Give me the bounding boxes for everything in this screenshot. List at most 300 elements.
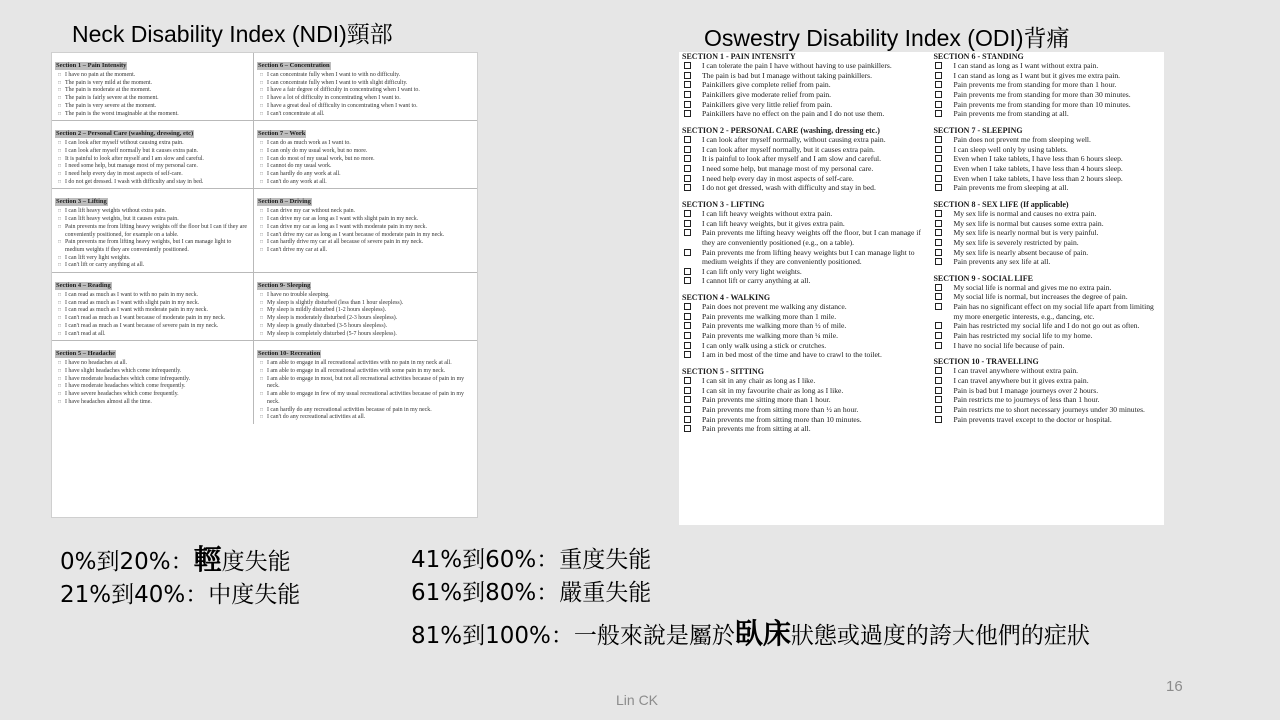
ndi-questionnaire-image xyxy=(51,52,478,518)
page-number: 16 xyxy=(1166,678,1183,695)
ndi-item: □ I have no pain at the moment. xyxy=(55,72,251,80)
odi-item xyxy=(933,302,1164,321)
odi-questionnaire-image xyxy=(679,52,1164,525)
checkbox-icon[interactable] xyxy=(935,91,942,98)
odi-item-text: My social life is normal, but increases the degree of pain. xyxy=(953,292,1128,302)
odi-item-text: I do not get dressed, wash with difficulty and stay in bed. xyxy=(702,183,876,193)
ndi-item: □ My sleep is slightly disturbed (less than 1 hour sleepless). xyxy=(257,300,475,308)
checkbox-icon[interactable] xyxy=(935,258,942,265)
ndi-item: □ I am able to engage in all recreational activities with no pain in my neck at all. xyxy=(257,360,475,368)
odi-item-text: Pain prevents me from sitting at all. xyxy=(702,424,811,434)
ndi-item: □ Pain prevents me from lifting heavy weights, but I can manage light to medium weights if they are conveniently positioned. xyxy=(55,239,251,254)
odi-section xyxy=(933,274,1164,351)
odi-item-text: Pain prevents me walking more than 1 mile. xyxy=(702,311,837,321)
odi-item-text: Pain prevents me sitting more than 1 hour. xyxy=(702,395,831,405)
odi-item xyxy=(682,228,933,247)
odi-item xyxy=(682,341,933,351)
checkbox-icon[interactable] xyxy=(935,155,942,162)
odi-item xyxy=(933,61,1164,71)
ndi-item: □ I can concentrate fully when I want to with no difficulty. xyxy=(257,72,475,80)
checkbox-icon[interactable] xyxy=(935,293,942,300)
odi-item-text: Even when I take tablets, I have less than 2 hours sleep. xyxy=(953,173,1123,183)
checkbox-icon[interactable] xyxy=(935,377,942,384)
checkbox-icon[interactable] xyxy=(935,72,942,79)
odi-item-text: Pain prevents me walking more than ½ of mile. xyxy=(702,321,847,331)
odi-item xyxy=(682,386,933,396)
ndi-item: □ The pain is very severe at the moment. xyxy=(55,103,251,111)
checkbox-icon[interactable] xyxy=(935,284,942,291)
odi-item xyxy=(682,100,933,110)
ndi-section xyxy=(253,341,477,424)
odi-section-title: SECTION 5 - SITTING xyxy=(682,367,765,377)
odi-item-text: Pain prevents me from standing for more than 30 minutes. xyxy=(953,89,1131,99)
checkbox-icon[interactable] xyxy=(684,268,691,275)
checkbox-icon[interactable] xyxy=(684,81,691,88)
ndi-item: □ I am able to engage in most, but not all recreational activities because of pain in my neck. xyxy=(257,376,475,391)
ndi-item: □ I can look after myself without causing extra pain. xyxy=(55,140,251,148)
odi-item-text: Pain does not prevent me walking any distance. xyxy=(702,302,847,312)
odi-item xyxy=(933,174,1164,184)
checkbox-icon[interactable] xyxy=(684,396,691,403)
odi-item xyxy=(682,145,933,155)
ndi-section xyxy=(253,189,477,273)
checkbox-icon[interactable] xyxy=(684,110,691,117)
ndi-item: □ I can concentrate fully when I want to with slight difficulty. xyxy=(257,80,475,88)
ndi-item: □ I am able to engage in few of my usual recreational activities because of pain in my neck. xyxy=(257,391,475,406)
checkbox-icon[interactable] xyxy=(684,229,691,236)
odi-item xyxy=(682,109,933,119)
odi-item xyxy=(682,183,933,193)
odi-item-text: Pain prevents me from standing for more than 1 hour. xyxy=(953,80,1117,90)
odi-item-text: I can look after myself normally, but it causes extra pain. xyxy=(702,144,875,154)
odi-item xyxy=(682,71,933,81)
odi-item xyxy=(933,145,1164,155)
scale-very-severe: 61%到80%：嚴重失能 xyxy=(411,580,652,606)
ndi-section-title: Section 10- Recreation xyxy=(258,350,321,358)
ndi-item: □ I am able to engage in all recreational activities with some pain in my neck. xyxy=(257,368,475,376)
checkbox-icon[interactable] xyxy=(684,220,691,227)
odi-item-text: Pain has no significant effect on my social life apart from limiting my more energetic interests, e.g., dancing, etc. xyxy=(953,302,1154,321)
checkbox-icon[interactable] xyxy=(684,303,691,310)
odi-item-text: Even when I take tablets, I have less than 6 hours sleep. xyxy=(953,154,1123,164)
scale-mild-bold: 輕 xyxy=(193,543,222,576)
odi-section-title: SECTION 7 - SLEEPING xyxy=(933,125,1023,135)
ndi-item: □ I can lift heavy weights without extra pain. xyxy=(55,208,251,216)
checkbox-icon[interactable] xyxy=(935,101,942,108)
odi-item xyxy=(933,135,1164,145)
ndi-item: □ I can't lift or carry anything at all. xyxy=(55,262,251,270)
checkbox-icon[interactable] xyxy=(684,377,691,384)
ndi-section xyxy=(52,341,253,424)
odi-item-text: Pain restricts me to short necessary journeys under 30 minutes. xyxy=(953,405,1145,415)
checkbox-icon[interactable] xyxy=(935,110,942,117)
odi-item-text: Pain has restricted my social life to my home. xyxy=(953,331,1093,341)
odi-item xyxy=(682,395,933,405)
ndi-item: □ I can't do any recreational activities at all. xyxy=(257,414,475,422)
odi-section-title: SECTION 2 - PERSONAL CARE (washing, dressing etc.) xyxy=(682,125,880,135)
odi-item xyxy=(933,366,1164,376)
odi-right-column xyxy=(933,52,1164,441)
ndi-section-title: Section 1 – Pain Intensity xyxy=(56,62,127,69)
checkbox-icon[interactable] xyxy=(684,406,691,413)
odi-item-text: Pain prevents me from sitting more than 10 minutes. xyxy=(702,414,862,424)
ndi-item: □ The pain is the worst imaginable at the moment. xyxy=(55,111,251,119)
odi-item xyxy=(933,109,1164,119)
ndi-item: □ I can't concentrate at all. xyxy=(257,111,475,119)
odi-item-text: I can travel anywhere but it gives extra pain. xyxy=(953,376,1089,386)
odi-section-title: SECTION 6 - STANDING xyxy=(933,52,1024,61)
checkbox-icon[interactable] xyxy=(684,184,691,191)
ndi-item: □ I can drive my car as long as I want with slight pain in my neck. xyxy=(257,216,475,224)
ndi-section-title: Section 9- Sleeping xyxy=(258,282,311,290)
odi-item xyxy=(682,209,933,219)
odi-item-text: I can sleep well only by using tablets. xyxy=(953,144,1068,154)
ndi-section xyxy=(253,121,477,189)
scale-bedbound-post: 狀態或過度的誇大他們的症狀 xyxy=(790,623,1090,649)
ndi-section-title: Section 5 – Headache xyxy=(56,350,116,358)
ndi-item: □ I can read as much as I want with slight pain in my neck. xyxy=(55,300,251,308)
odi-section-title: SECTION 3 - LIFTING xyxy=(682,199,765,209)
ndi-item: □ I can lift very light weights. xyxy=(55,255,251,263)
checkbox-icon[interactable] xyxy=(684,101,691,108)
checkbox-icon[interactable] xyxy=(935,387,942,394)
ndi-section-title: Section 7 – Work xyxy=(258,130,306,138)
ndi-item: □ I cannot do my usual work. xyxy=(257,163,475,171)
odi-item-text: I have no social life because of pain. xyxy=(953,340,1065,350)
odi-item-text: Painkillers have no effect on the pain and I do not use them. xyxy=(702,109,885,119)
checkbox-icon[interactable] xyxy=(935,303,942,310)
checkbox-icon[interactable] xyxy=(935,229,942,236)
ndi-item: □ I can't read at all. xyxy=(55,331,251,339)
odi-section xyxy=(682,52,933,119)
ndi-grid xyxy=(52,53,477,424)
odi-item xyxy=(933,80,1164,90)
odi-item-text: Pain prevents me from standing at all. xyxy=(953,109,1069,119)
ndi-item: □ I can lift heavy weights, but it causes extra pain. xyxy=(55,216,251,224)
odi-item-text: I need help every day in most aspects of self-care. xyxy=(702,173,854,183)
ndi-item: □ I can hardly do any work at all. xyxy=(257,171,475,179)
odi-item-text: My sex life is nearly absent because of pain. xyxy=(953,247,1089,257)
odi-item-text: I can tolerate the pain I have without having to use painkillers. xyxy=(702,61,892,70)
odi-section-title: SECTION 9 - SOCIAL LIFE xyxy=(933,273,1034,283)
odi-item xyxy=(933,209,1164,219)
scale-bedbound xyxy=(411,612,1090,652)
footer-author: Lin CK xyxy=(616,692,659,708)
checkbox-icon[interactable] xyxy=(935,81,942,88)
checkbox-icon[interactable] xyxy=(935,165,942,172)
ndi-item: □ My sleep is moderately disturbed (2-3 hours sleepless). xyxy=(257,315,475,323)
odi-item xyxy=(682,312,933,322)
odi-item xyxy=(682,219,933,229)
ndi-item: □ I can't do any work at all. xyxy=(257,179,475,187)
odi-item xyxy=(682,331,933,341)
ndi-section xyxy=(52,189,253,273)
odi-item xyxy=(682,302,933,312)
odi-item-text: I can look after myself normally, without causing extra pain. xyxy=(702,134,886,144)
odi-item xyxy=(682,61,933,71)
odi-item xyxy=(933,321,1164,331)
checkbox-icon[interactable] xyxy=(935,136,942,143)
checkbox-icon[interactable] xyxy=(684,387,691,394)
odi-item-text: It is painful to look after myself and I am slow and careful. xyxy=(702,154,882,164)
checkbox-icon[interactable] xyxy=(684,146,691,153)
ndi-item: □ I can drive my car without neck pain. xyxy=(257,208,475,216)
odi-item-text: I can sit in any chair as long as I like. xyxy=(702,376,816,386)
odi-item xyxy=(682,276,933,286)
odi-item xyxy=(682,248,933,267)
ndi-section-title: Section 6 – Concentration xyxy=(258,62,330,69)
ndi-item: □ I have moderate headaches which come infrequently. xyxy=(55,376,251,384)
checkbox-icon[interactable] xyxy=(684,416,691,423)
ndi-item: □ I need some help, but manage most of my personal care. xyxy=(55,163,251,171)
ndi-item: □ I have a great deal of difficulty in concentrating when I want to. xyxy=(257,103,475,111)
odi-item-text: Pain does not prevent me from sleeping well. xyxy=(953,134,1091,144)
odi-item-text: Pain restricts me to journeys of less than 1 hour. xyxy=(953,395,1100,405)
odi-item xyxy=(933,71,1164,81)
checkbox-icon[interactable] xyxy=(935,332,942,339)
checkbox-icon[interactable] xyxy=(684,351,691,358)
odi-item-text: I can stand as long as I want but it gives me extra pain. xyxy=(953,70,1121,80)
odi-item xyxy=(933,376,1164,386)
ndi-item: □ I can't read as much as I want because of severe pain in my neck. xyxy=(55,323,251,331)
ndi-section-title: Section 2 – Personal Care (washing, dressing, etc) xyxy=(56,130,194,138)
ndi-item: □ My sleep is greatly disturbed (3-5 hours sleepless). xyxy=(257,323,475,331)
odi-item xyxy=(933,341,1164,351)
ndi-item: □ I have severe headaches which come frequently. xyxy=(55,391,251,399)
odi-section xyxy=(682,200,933,286)
odi-item xyxy=(933,292,1164,302)
odi-item xyxy=(682,164,933,174)
ndi-item: □ I can only do my usual work, but no more. xyxy=(257,148,475,156)
odi-section xyxy=(933,52,1164,119)
checkbox-icon[interactable] xyxy=(935,396,942,403)
ndi-item: □ It is painful to look after myself and I am slow and careful. xyxy=(55,156,251,164)
scale-mild-range: 0%到20%： xyxy=(60,549,194,575)
odi-item xyxy=(933,164,1164,174)
ndi-section xyxy=(52,121,253,189)
odi-item-text: Pain prevents me walking more than ¼ mile. xyxy=(702,331,839,341)
ndi-item: □ I can't read as much as I want because of moderate pain in my neck. xyxy=(55,315,251,323)
checkbox-icon[interactable] xyxy=(935,406,942,413)
odi-item-text: Pain has restricted my social life and I do not go out as often. xyxy=(953,321,1140,331)
odi-item xyxy=(933,386,1164,396)
odi-item-text: Painkillers give complete relief from pain. xyxy=(702,80,831,90)
odi-item xyxy=(933,154,1164,164)
odi-item xyxy=(682,376,933,386)
odi-item-text: Painkillers give very little relief from pain. xyxy=(702,99,833,109)
checkbox-icon[interactable] xyxy=(684,72,691,79)
odi-section-title: SECTION 8 - SEX LIFE (If applicable) xyxy=(933,199,1069,209)
scale-moderate: 21%到40%：中度失能 xyxy=(60,582,301,608)
checkbox-icon[interactable] xyxy=(684,277,691,284)
checkbox-icon[interactable] xyxy=(935,175,942,182)
odi-item xyxy=(933,219,1164,229)
odi-left-column xyxy=(682,52,933,441)
checkbox-icon[interactable] xyxy=(935,322,942,329)
ndi-item: □ I can't drive my car as long as I want because of moderate pain in my neck. xyxy=(257,232,475,240)
ndi-item: □ I can read as much as I want to with no pain in my neck. xyxy=(55,292,251,300)
ndi-title: Neck Disability Index (NDI)頸部 xyxy=(72,21,393,47)
checkbox-icon[interactable] xyxy=(935,249,942,256)
odi-item-text: My sex life is nearly normal but is very painful. xyxy=(953,228,1099,238)
odi-section xyxy=(933,357,1164,424)
ndi-section-title: Section 8 – Driving xyxy=(258,198,311,206)
odi-item xyxy=(682,267,933,277)
ndi-item: □ I can drive my car as long as I want with moderate pain in my neck. xyxy=(257,224,475,232)
ndi-item: □ I need help every day in most aspects of self-care. xyxy=(55,171,251,179)
odi-section xyxy=(933,200,1164,267)
odi-item-text: Pain is bad but I manage journeys over 2 hours. xyxy=(953,385,1099,395)
ndi-item: □ I can read as much as I want with moderate pain in my neck. xyxy=(55,307,251,315)
odi-section xyxy=(682,293,933,360)
odi-item-text: My sex life is severely restricted by pain. xyxy=(953,237,1079,247)
ndi-item: □ I have a lot of difficulty in concentrating when I want to. xyxy=(257,95,475,103)
odi-item xyxy=(682,135,933,145)
ndi-item: □ The pain is moderate at the moment. xyxy=(55,87,251,95)
checkbox-icon[interactable] xyxy=(684,62,691,69)
odi-item xyxy=(682,321,933,331)
odi-item xyxy=(682,80,933,90)
ndi-item: □ I have headaches almost all the time. xyxy=(55,399,251,407)
odi-item-text: Pain prevents me from sleeping at all. xyxy=(953,183,1069,193)
ndi-item: □ I have slight headaches which come infrequently. xyxy=(55,368,251,376)
odi-item xyxy=(933,238,1164,248)
ndi-item: □ I can hardly do any recreational activities because of pain in my neck. xyxy=(257,407,475,415)
odi-item xyxy=(933,248,1164,258)
ndi-item: □ I have no headaches at all. xyxy=(55,360,251,368)
odi-item-text: I cannot lift or carry anything at all. xyxy=(702,276,811,286)
odi-item xyxy=(933,331,1164,341)
ndi-section xyxy=(52,273,253,341)
scale-bedbound-pre: 81%到100%：一般來說是屬於 xyxy=(411,623,735,649)
odi-item xyxy=(933,228,1164,238)
checkbox-icon[interactable] xyxy=(684,332,691,339)
scale-bedbound-bold: 臥床 xyxy=(734,617,791,650)
odi-item-text: I can lift only very light weights. xyxy=(702,266,802,276)
ndi-item: □ I can't drive my car at all. xyxy=(257,247,475,255)
odi-item xyxy=(682,174,933,184)
scale-severe: 41%到60%：重度失能 xyxy=(411,547,652,573)
ndi-item: □ The pain is fairly severe at the moment. xyxy=(55,95,251,103)
checkbox-icon[interactable] xyxy=(935,210,942,217)
odi-item-text: Painkillers give moderate relief from pain. xyxy=(702,89,832,99)
odi-item-text: I can only walk using a stick or crutches. xyxy=(702,340,827,350)
checkbox-icon[interactable] xyxy=(935,220,942,227)
odi-item xyxy=(933,283,1164,293)
odi-section xyxy=(933,126,1164,193)
odi-item xyxy=(933,415,1164,425)
odi-item-text: Pain prevents me from lifting heavy weights but I can manage light to medium weights if they are conveniently positioned. xyxy=(702,247,915,267)
odi-item-text: I can travel anywhere without extra pain. xyxy=(953,366,1079,376)
ndi-item: □ I can look after myself normally but it causes extra pain. xyxy=(55,148,251,156)
odi-item-text: Pain prevents me from sitting more than ½ an hour. xyxy=(702,405,859,415)
odi-item xyxy=(682,154,933,164)
checkbox-icon[interactable] xyxy=(684,342,691,349)
odi-item-text: I can lift heavy weights without extra pain. xyxy=(702,208,833,218)
ndi-item: □ I can do as much work as I want to. xyxy=(257,140,475,148)
checkbox-icon[interactable] xyxy=(684,425,691,432)
odi-item xyxy=(933,100,1164,110)
odi-item xyxy=(682,350,933,360)
checkbox-icon[interactable] xyxy=(684,210,691,217)
odi-section xyxy=(682,367,933,434)
ndi-item: □ I do not get dressed. I wash with difficulty and stay in bed. xyxy=(55,179,251,187)
checkbox-icon[interactable] xyxy=(935,367,942,374)
ndi-section xyxy=(52,53,253,121)
odi-item-text: Pain prevents travel except to the doctor or hospital. xyxy=(953,414,1112,424)
odi-item-text: Pain prevents me from standing for more than 10 minutes. xyxy=(953,99,1131,109)
ndi-item: □ I can hardly drive my car at all because of severe pain in my neck. xyxy=(257,239,475,247)
checkbox-icon[interactable] xyxy=(935,184,942,191)
odi-item-text: I am in bed most of the time and have to crawl to the toilet. xyxy=(702,350,882,360)
odi-item xyxy=(933,183,1164,193)
checkbox-icon[interactable] xyxy=(684,322,691,329)
odi-section-title: SECTION 4 - WALKING xyxy=(682,293,771,303)
odi-item xyxy=(933,395,1164,405)
odi-title: Oswestry Disability Index (ODI)背痛 xyxy=(704,25,1070,51)
scale-mild-label: 度失能 xyxy=(221,549,291,575)
ndi-item: □ I can do most of my usual work, but no more. xyxy=(257,156,475,164)
ndi-item: □ My sleep is completely disturbed (5-7 hours sleepless). xyxy=(257,331,475,339)
ndi-item: □ The pain is very mild at the moment. xyxy=(55,80,251,88)
odi-item-text: My sex life is normal but causes some extra pain. xyxy=(953,218,1104,228)
checkbox-icon[interactable] xyxy=(684,165,691,172)
ndi-item: □ Pain prevents me from lifting heavy weights off the floor but I can if they are conveniently positioned, for example on a table. xyxy=(55,224,251,239)
checkbox-icon[interactable] xyxy=(684,313,691,320)
ndi-section xyxy=(253,273,477,341)
odi-item-text: My social life is normal and gives me no extra pain. xyxy=(953,282,1112,292)
odi-item xyxy=(682,90,933,100)
odi-item-text: I can sit in my favourite chair as long as I like. xyxy=(702,385,844,395)
checkbox-icon[interactable] xyxy=(935,62,942,69)
odi-item-text: Even when I take tablets, I have less than 4 hours sleep. xyxy=(953,163,1123,173)
odi-item-text: I can stand as long as I want without extra pain. xyxy=(953,61,1099,70)
odi-item-text: My sex life is normal and causes no extra pain. xyxy=(953,208,1097,218)
odi-item xyxy=(682,405,933,415)
checkbox-icon[interactable] xyxy=(684,91,691,98)
checkbox-icon[interactable] xyxy=(684,249,691,256)
checkbox-icon[interactable] xyxy=(935,416,942,423)
ndi-section-title: Section 3 – Lifting xyxy=(56,198,107,206)
checkbox-icon[interactable] xyxy=(935,342,942,349)
odi-section xyxy=(682,126,933,193)
checkbox-icon[interactable] xyxy=(935,146,942,153)
odi-item xyxy=(933,90,1164,100)
odi-item xyxy=(682,415,933,425)
ndi-section xyxy=(253,53,477,121)
scale-mild xyxy=(60,538,291,578)
checkbox-icon[interactable] xyxy=(684,136,691,143)
ndi-item: □ My sleep is mildly disturbed (1-2 hours sleepless). xyxy=(257,307,475,315)
odi-section-title: SECTION 1 - PAIN INTENSITY xyxy=(682,52,796,61)
odi-item xyxy=(933,257,1164,267)
odi-item-text: Pain prevents any sex life at all. xyxy=(953,257,1051,267)
odi-item-text: Pain prevents me lifting heavy weights off the floor, but I can manage if they are conveniently positioned (e.g., on a table). xyxy=(702,228,921,247)
checkbox-icon[interactable] xyxy=(935,239,942,246)
odi-item-text: The pain is bad but I manage without taking painkillers. xyxy=(702,70,872,80)
odi-item xyxy=(682,424,933,434)
ndi-item: □ I have a fair degree of difficulty in concentrating when I want to. xyxy=(257,87,475,95)
odi-item-text: I can lift heavy weights, but it gives extra pain. xyxy=(702,218,845,228)
checkbox-icon[interactable] xyxy=(684,155,691,162)
odi-section-title: SECTION 10 - TRAVELLING xyxy=(933,357,1039,367)
ndi-section-title: Section 4 – Reading xyxy=(56,282,111,290)
checkbox-icon[interactable] xyxy=(684,175,691,182)
ndi-item: □ I have moderate headaches which come frequently. xyxy=(55,383,251,391)
odi-item-text: I need some help, but manage most of my personal care. xyxy=(702,163,874,173)
ndi-item: □ I have no trouble sleeping. xyxy=(257,292,475,300)
odi-item xyxy=(933,405,1164,415)
